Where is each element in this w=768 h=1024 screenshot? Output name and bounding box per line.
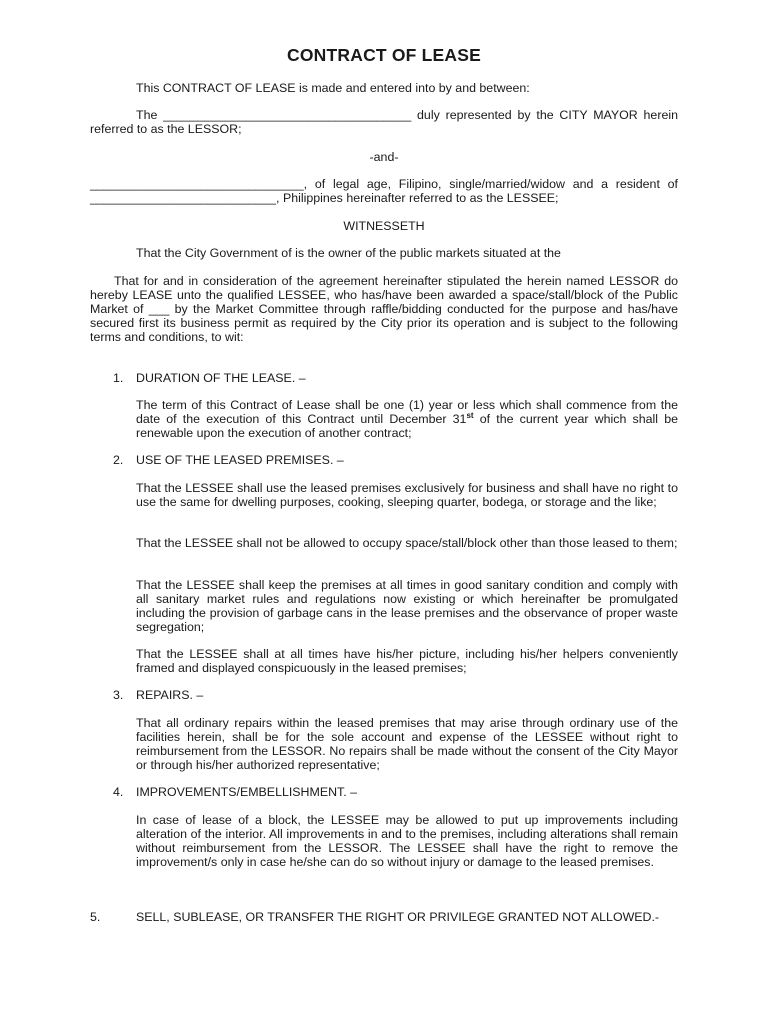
section-3-paragraph: That all ordinary repairs within the leased premises that may arise through ordinary use of the facilities herein, shall be for the sole account and expense of the LESSEE without right to reimbursement from the LESSOR. No repairs shall be made without the consent of the City Mayor or through his/her authorized representative; [136, 716, 678, 772]
section-title: DURATION OF THE LEASE. – [136, 371, 306, 385]
section-3-heading [113, 688, 678, 702]
ordinal-suffix: st [466, 411, 474, 420]
section-number: 5. [90, 910, 101, 924]
section-number: 1. [113, 371, 124, 385]
paragraph-text: of the current year which shall be renewable upon the execution of another contract; [136, 412, 678, 440]
lessee-paragraph: _______________________________, of legal age, Filipino, single/married/widow and a resident of ___________________________, Philippines hereinafter referred to as the LESSEE; [90, 177, 678, 205]
section-number: 4. [113, 785, 124, 799]
section-4-paragraph: In case of lease of a block, the LESSEE may be allowed to put up improvements including alteration of the interior. All improvements in and to the premises, including alterations shall remain without reimbursement from the LESSOR. The LESSEE shall have the right to remove the improvement/s only in case he/she can do so without injury or damage to the leased premises. [136, 813, 678, 869]
lessor-paragraph: The ____________________________________ duly represented by the CITY MAYOR herein referred to as the LESSOR; [90, 108, 678, 136]
and-separator: -and- [369, 150, 399, 164]
section-1-paragraph [136, 398, 678, 440]
section-title: REPAIRS. – [136, 688, 204, 702]
section-title: USE OF THE LEASED PREMISES. – [136, 453, 344, 467]
section-2-paragraph-4: That the LESSEE shall at all times have his/her picture, including his/her helpers conveniently framed and displayed conspicuously in the leased premises; [136, 647, 678, 675]
section-2-paragraph-2: That the LESSEE shall not be allowed to occupy space/stall/block other than those leased to them; [136, 536, 678, 550]
whereas-paragraph: That the City Government of is the owner of the public markets situated at the [136, 246, 561, 260]
section-1-heading [113, 371, 678, 385]
intro-paragraph: This CONTRACT OF LEASE is made and entered into by and between: [136, 81, 530, 95]
section-2-heading [113, 453, 678, 467]
witnesseth-heading: WITNESSETH [343, 219, 425, 233]
section-2-paragraph-3: That the LESSEE shall keep the premises at all times in good sanitary condition and comply with all sanitary market rules and regulations now existing or which hereinafter be promulgated including the provision of garbage cans in the lease premises and the observance of proper waste segregation; [136, 578, 678, 634]
section-2-paragraph-1: That the LESSEE shall use the leased premises exclusively for business and shall have no right to use the same for dwelling purposes, cooking, sleeping quarter, bodega, or storage and the like; [136, 481, 678, 509]
section-title: IMPROVEMENTS/EMBELLISHMENT. – [136, 785, 358, 799]
section-title: SELL, SUBLEASE, OR TRANSFER THE RIGHT OR PRIVILEGE GRANTED NOT ALLOWED.- [136, 910, 660, 924]
paragraph-text: The term of this Contract of Lease shall be one (1) year or less which shall commence from the date of the execution of this Contract until December 31 [136, 398, 678, 426]
section-5-heading [90, 910, 678, 924]
document-title: CONTRACT OF LEASE [287, 45, 481, 65]
section-4-heading [113, 785, 678, 799]
consideration-paragraph: That for and in consideration of the agreement hereinafter stipulated the herein named LESSOR do hereby LEASE unto the qualified LESSEE, who has/have been awarded a space/stall/block of the Public Market of ___ by the Market Committee through raffle/bidding conducted for the purpose and has/have secured first its business permit as required by the City prior its operation and is subject to the following terms and conditions, to wit: [90, 274, 678, 344]
section-number: 3. [113, 688, 124, 702]
section-number: 2. [113, 453, 124, 467]
